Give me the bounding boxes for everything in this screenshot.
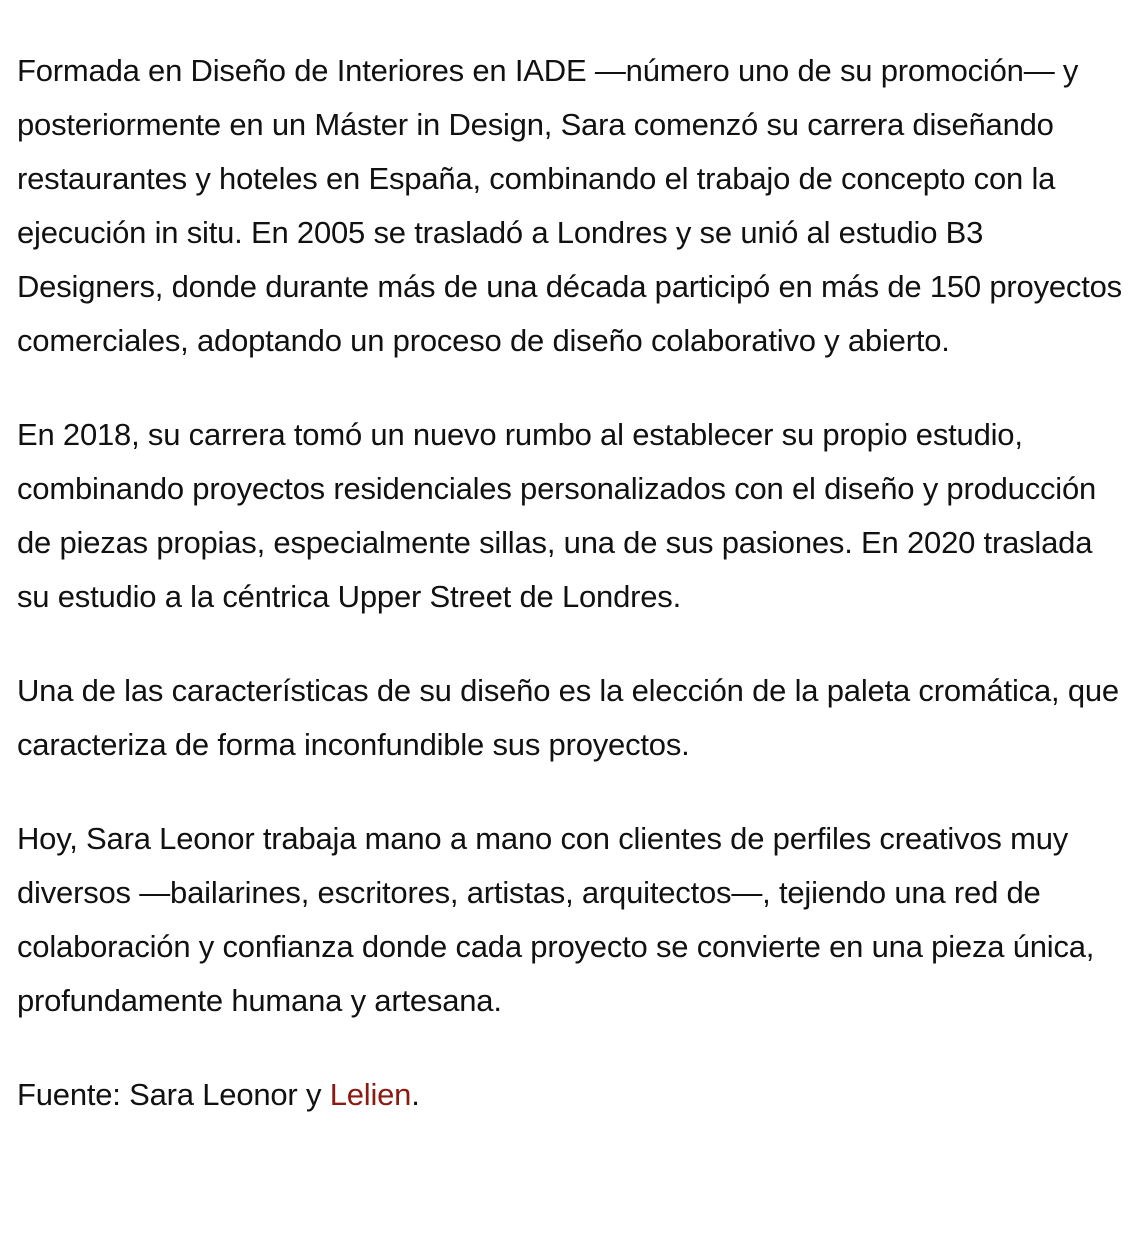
paragraph-clients: Hoy, Sara Leonor trabaja mano a mano con clientes de perfiles creativos muy diversos —bailarines, escritores, artistas, arquitectos—, tejiendo una red de colaboración y confianza donde cada proyecto se convierte en una pieza única, profundamente humana y artesana.: [17, 821, 1095, 1018]
paragraph-own-studio: En 2018, su carrera tomó un nuevo rumbo al establecer su propio estudio, combinando proyectos residenciales personalizados con el diseño y producción de piezas propias, especialmente sillas, una de sus pasiones. En 2020 traslada su estudio a la céntrica Upper Street de Londres.: [17, 417, 1097, 614]
source-prefix: Fuente: Sara Leonor y: [17, 1077, 330, 1112]
paragraph-color-palette: Una de las características de su diseño es la elección de la paleta cromática, que caracteriza de forma inconfundible sus proyectos.: [17, 673, 1119, 762]
source-line: [17, 1068, 1132, 1122]
article-body: [17, 44, 1132, 1122]
source-suffix: .: [411, 1077, 420, 1112]
paragraph-education: Formada en Diseño de Interiores en IADE —número uno de su promoción— y posteriormente en un Máster in Design, Sara comenzó su carrera diseñando restaurantes y hoteles en España, combinando el trabajo de concepto con la ejecución in situ. En 2005 se trasladó a Londres y se unió al estudio B3 Designers, donde durante más de una década participó en más de 150 proyectos comerciales, adoptando un proceso de diseño colaborativo y abierto.: [17, 53, 1122, 358]
source-link-lelien[interactable]: Lelien: [329, 1077, 412, 1112]
